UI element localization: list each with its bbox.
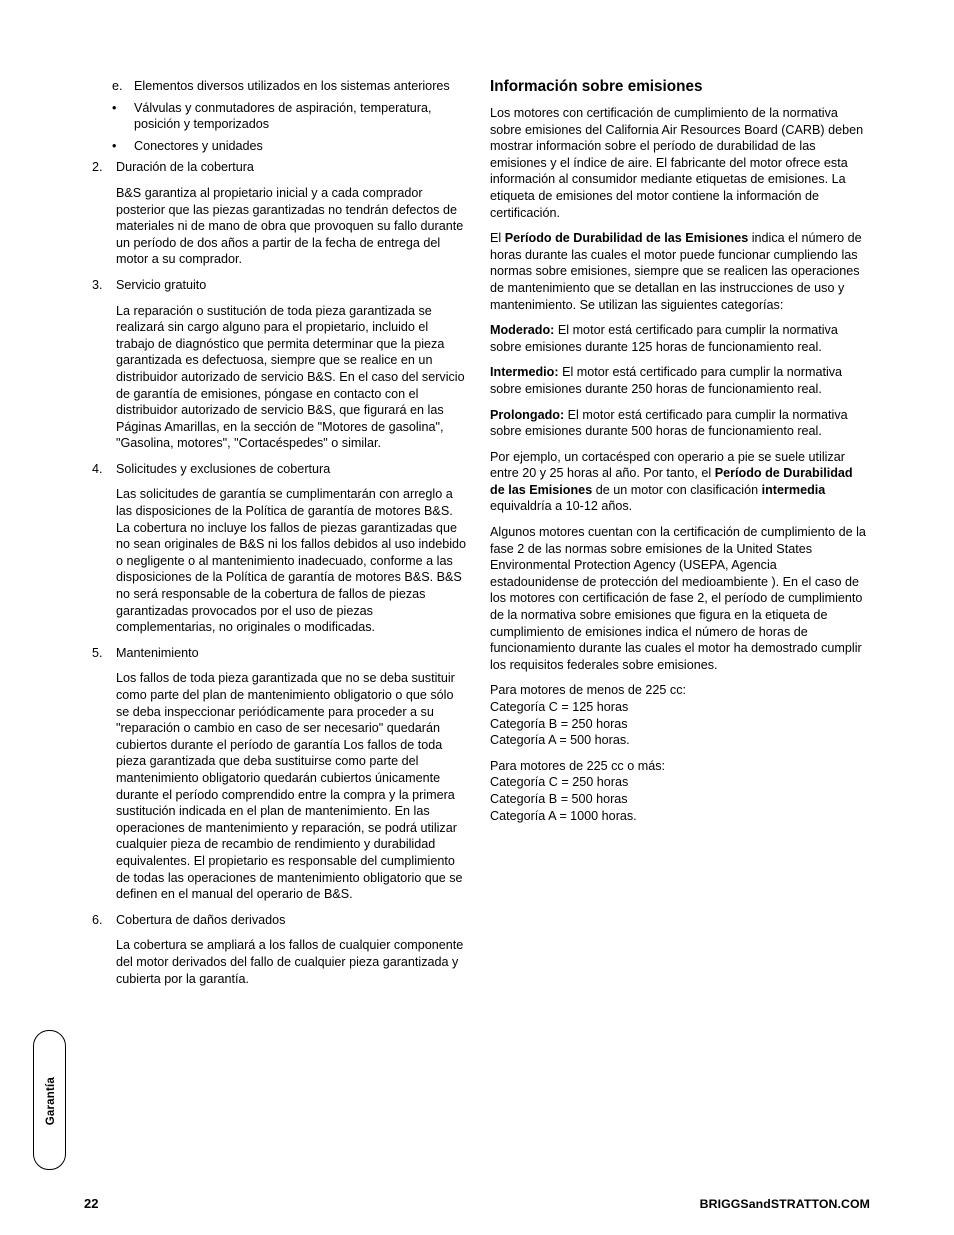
category-text: El motor está certificado para cumplir la normativa sobre emisiones durante 125 horas de funcionamiento real. bbox=[490, 323, 838, 354]
category-line: Categoría C = 125 horas bbox=[490, 700, 629, 714]
paragraph: La cobertura se ampliará a los fallos de cualquier componente del motor derivados del fallo de cualquier pieza garantizada y cubierta por la garantía. bbox=[116, 938, 464, 986]
list-marker: • bbox=[112, 138, 117, 153]
list-marker: 2. bbox=[92, 160, 103, 175]
text-fragment: equivaldría a 10-12 años. bbox=[490, 499, 633, 514]
paragraph: La reparación o sustitución de toda pieza garantizada se realizará sin cargo alguno para el propietario, incluido el trabajo de diagnóstico que permita determinar que la pieza garantizada es defectuosa, siempre que se realice en un distribuidor autorizado de servicio B&S. En el caso del servicio de garantía de emisiones, póngase en contacto con el distribuidor autorizado de servicio B&S, que figurará en las Páginas Amarillas, en la sección de "Motores de gasolina", "Gasolina, motores", "Cortacéspedes" o similar. bbox=[116, 303, 465, 451]
category-text: El motor está certificado para cumplir la normativa sobre emisiones durante 500 horas de funcionamiento real. bbox=[490, 407, 848, 439]
paragraph: B&S garantiza al propietario inicial y a cada comprador posterior que las piezas garantizadas no tendrán defectos de materiales ni de mano de obra que provoquen su fallo durante un período de dos años a partir de la fecha de entrega del motor a su comprador. bbox=[116, 185, 464, 267]
list-item-heading bbox=[88, 912, 470, 929]
list-marker: e. bbox=[112, 79, 123, 93]
text-emphasis: Período de Durabilidad de las Emisiones bbox=[504, 231, 749, 246]
footer-page-number: 22 bbox=[84, 1196, 99, 1211]
list-marker: 6. bbox=[92, 912, 103, 927]
group-heading-over-225: Para motores de 225 cc o más: bbox=[490, 758, 665, 773]
category-text: El motor está certificado para cumplir la normativa sobre emisiones durante 250 horas de funcionamiento real. bbox=[490, 365, 843, 396]
side-tab-label: Garantía bbox=[44, 1076, 57, 1126]
category-prolongado bbox=[490, 407, 868, 440]
spacer bbox=[88, 178, 470, 185]
category-line: Categoría B = 250 horas bbox=[490, 716, 628, 731]
category-line: Categoría A = 500 horas. bbox=[490, 733, 630, 748]
spacer bbox=[88, 479, 470, 486]
page-title: Información sobre emisiones bbox=[490, 78, 703, 95]
list-marker: • bbox=[112, 100, 117, 115]
paragraph: Los fallos de toda pieza garantizada que no se deba sustituir como parte del plan de mantenimiento obligatorio o que sólo se deba inspeccionar periódicamente para proceder a su "reparación o cambio en caso de ser necesario" quedarán cubiertos durante el período de garantía Los fallos de toda pieza garantizada que deba sustituirse como parte del mantenimiento obligatorio quedarán cubiertos únicamente durante el período comprendido entre la compra y la primera sustitución indicada en el plan de mantenimiento. En las operaciones de mantenimiento y reparación, se podrá utilizar cualquier pieza de recambio de rendimiento y durabilidad equivalentes. El propietario es responsable del cumplimiento de todas las operaciones de mantenimiento obligatorio que se definen en el manual del operario de B&S. bbox=[116, 671, 463, 902]
text-fragment: indica el número de horas durante las cuales el motor puede funcionar cumpliendo las normas sobre emisiones, siempre que se realicen las operaciones de mantenimiento que se detallan en las instrucciones de uso y mantenimiento. Se utilizan las siguientes categorías: bbox=[490, 231, 862, 312]
list-marker: 4. bbox=[92, 461, 103, 476]
category-line: Categoría C = 250 horas bbox=[490, 775, 629, 790]
spacer bbox=[88, 930, 470, 937]
list-item-text: Servicio gratuito bbox=[116, 277, 207, 292]
list-item-text: Elementos diversos utilizados en los sistemas anteriores bbox=[134, 79, 450, 93]
list-item-heading bbox=[88, 461, 470, 478]
list-item-text: Cobertura de daños derivados bbox=[116, 912, 286, 927]
paragraph-example bbox=[490, 449, 868, 515]
category-label: Prolongado: bbox=[490, 407, 565, 422]
section-side-tab bbox=[33, 1030, 66, 1170]
category-label: Moderado: bbox=[490, 323, 555, 338]
paragraph-durability bbox=[490, 230, 868, 313]
text-fragment: Por ejemplo, un cortacésped con operario a pie se suele utilizar entre 20 y 25 horas al año. Por tanto, el bbox=[490, 449, 845, 481]
left-column bbox=[88, 78, 470, 987]
text-fragment: de un motor con clasificación bbox=[592, 482, 762, 497]
paragraph: Las solicitudes de garantía se cumplimentarán con arreglo a las disposiciones de la Política de garantía de motores B&S. La cobertura no incluye los fallos de piezas garantizadas que no sean originales de B&S ni los fallos debidos al uso indebido o negligente o al mantenimiento inadecuado, conforme a las disposiciones de la Política de garantía de motores B&S. B&S no será responsable de la cobertura de fallos de piezas garantizadas provocados por el uso de piezas complementarias, no originales o modificadas. bbox=[116, 487, 467, 635]
category-intermedio bbox=[490, 364, 868, 397]
text-emphasis: intermedia bbox=[761, 482, 826, 497]
list-item-heading bbox=[88, 277, 470, 294]
group-heading-under-225: Para motores de menos de 225 cc: bbox=[490, 683, 687, 698]
list-item bbox=[88, 78, 470, 95]
category-line: Categoría B = 500 horas bbox=[490, 791, 628, 806]
category-line: Categoría A = 1000 horas. bbox=[490, 808, 637, 823]
list-item-text: Solicitudes y exclusiones de cobertura bbox=[116, 461, 331, 476]
spacer bbox=[88, 296, 470, 303]
list-item bbox=[88, 100, 470, 133]
paragraph-intro: Los motores con certificación de cumplimiento de la normativa sobre emisiones del California Air Resources Board (CARB) deben mostrar información sobre el período de durabilidad de las emisiones y el índice de aire. El fabricante del motor ofrece esta información al consumidor mediante etiquetas de emisiones. La etiqueta de emisiones del motor contiene la información de certificación. bbox=[490, 106, 864, 220]
list-marker: 3. bbox=[92, 277, 103, 292]
list-item-text: Válvulas y conmutadores de aspiración, temperatura, posición y temporizados bbox=[134, 100, 432, 132]
category-label: Intermedio: bbox=[490, 365, 559, 380]
list-marker: 5. bbox=[92, 645, 103, 660]
footer-website: BRIGGSandSTRATTON.COM bbox=[699, 1197, 870, 1211]
side-tab-label-wrapper bbox=[34, 1031, 67, 1171]
spacer bbox=[88, 663, 470, 670]
list-item-text: Conectores y unidades bbox=[134, 138, 263, 153]
paragraph-usepa: Algunos motores cuentan con la certificación de cumplimiento de la fase 2 de las normas sobre emisiones de la United States Environmental Protection Agency (USEPA, Agencia estadounidense de protección del medioambiente ). En el caso de los motores con certificación de fase 2, el período de cumplimiento de la normativa sobre emisiones que figura en la etiqueta de cumplimiento de emisiones indica el número de horas de funcionamiento durante las cuales el motor ha demostrado cumplir los requisitos federales sobre emisiones. bbox=[490, 525, 866, 672]
right-column bbox=[490, 78, 868, 824]
text-fragment: El bbox=[490, 231, 505, 246]
text-emphasis: Período de Durabilidad de las Emisiones bbox=[490, 466, 853, 497]
list-item-heading bbox=[88, 645, 470, 662]
list-item bbox=[88, 138, 470, 155]
category-moderado bbox=[490, 322, 868, 355]
list-item-text: Mantenimiento bbox=[116, 645, 199, 660]
list-item-text: Duración de la cobertura bbox=[116, 160, 254, 175]
list-item-heading bbox=[88, 159, 470, 176]
